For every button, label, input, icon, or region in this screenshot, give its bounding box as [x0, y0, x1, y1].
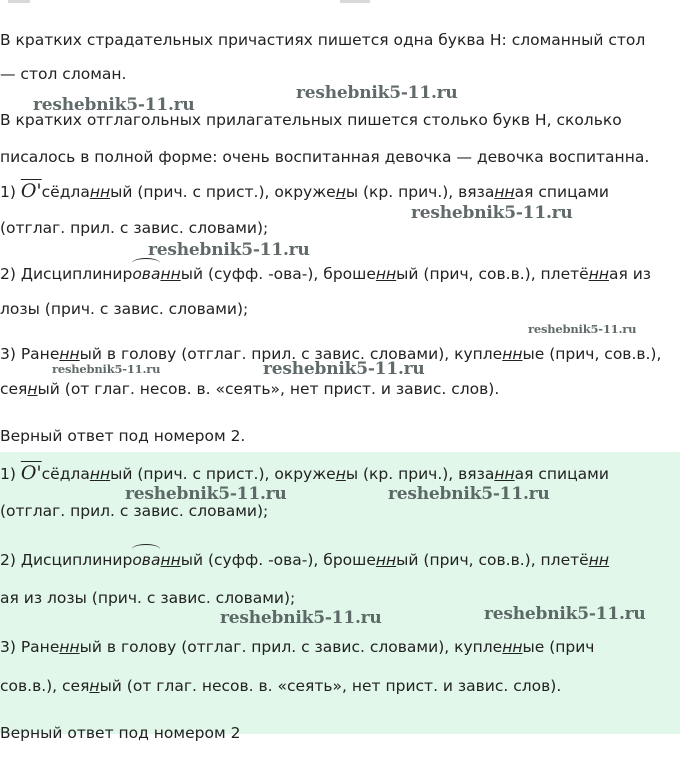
watermark: reshebnik5-11.ru [125, 484, 287, 504]
item-3-line-1: 3) Раненный в голову (отглаг. прил. с завис. словами), купленные (прич, сов.в.), [0, 345, 662, 363]
item-3-line-2: сеяный (от глаг. несов. в. «сеять», нет прист. и завис. слов). [0, 380, 500, 398]
watermark: reshebnik5-11.ru [484, 604, 646, 624]
item-2-line-1: 2) Дисциплинированный (суфф. -ова-), брошенный (прич, сов.в.), плетённ [0, 551, 609, 569]
answer-line: Верный ответ под номером 2. [0, 427, 246, 445]
item-3-line-1: 3) Раненный в голову (отглаг. прил. с завис. словами), купленные (прич [0, 638, 595, 656]
top-edge-fragment-right [340, 0, 370, 3]
watermark: reshebnik5-11.ru [263, 359, 425, 379]
watermark: reshebnik5-11.ru [52, 362, 161, 376]
item-1-line-1: 1) O'сёдланный (прич. с прист.), окружены (кр. прич.), вязанная спицами [0, 180, 609, 202]
item-2-line-2: лозы (прич. с завис. словами); [0, 300, 249, 318]
watermark: reshebnik5-11.ru [220, 608, 382, 628]
watermark: reshebnik5-11.ru [528, 322, 637, 336]
item-1-line-2: (отглаг. прил. с завис. словами); [0, 219, 269, 237]
suffix-arc-mark: ова [132, 551, 161, 569]
suffix-arc-mark: ова [132, 265, 161, 283]
o-overline-mark: O' [20, 180, 42, 202]
rule-text-line: В кратких отглагольных прилагательных пишется столько букв Н, сколько [0, 111, 622, 129]
o-overline-mark: O' [20, 462, 42, 484]
watermark: reshebnik5-11.ru [388, 484, 550, 504]
watermark: reshebnik5-11.ru [33, 95, 195, 115]
item-2-line-2: ая из лозы (прич. с завис. словами); [0, 589, 296, 607]
watermark: reshebnik5-11.ru [148, 240, 310, 260]
item-1-line-1: 1) O'сёдланный (прич. с прист.), окружены (кр. прич.), вязанная спицами [0, 462, 609, 484]
rule-text-line: — стол сломан. [0, 65, 127, 83]
item-1-line-2: (отглаг. прил. с завис. словами); [0, 502, 269, 520]
answer-line-cut: Верный ответ под номером 2 [0, 724, 241, 742]
rule-text-line: писалось в полной форме: очень воспитанная девочка — девочка воспитанна. [0, 148, 650, 166]
item-2-line-1: 2) Дисциплинированный (суфф. -ова-), брошенный (прич, сов.в.), плетённая из [0, 265, 652, 283]
watermark: reshebnik5-11.ru [296, 83, 458, 103]
item-3-line-2: сов.в.), сеяный (от глаг. несов. в. «сеять», нет прист. и завис. слов). [0, 677, 562, 695]
rule-text-line: В кратких страдательных причастиях пишется одна буква Н: сломанный стол [0, 31, 646, 49]
top-edge-fragment-left [8, 0, 30, 3]
watermark: reshebnik5-11.ru [411, 203, 573, 223]
